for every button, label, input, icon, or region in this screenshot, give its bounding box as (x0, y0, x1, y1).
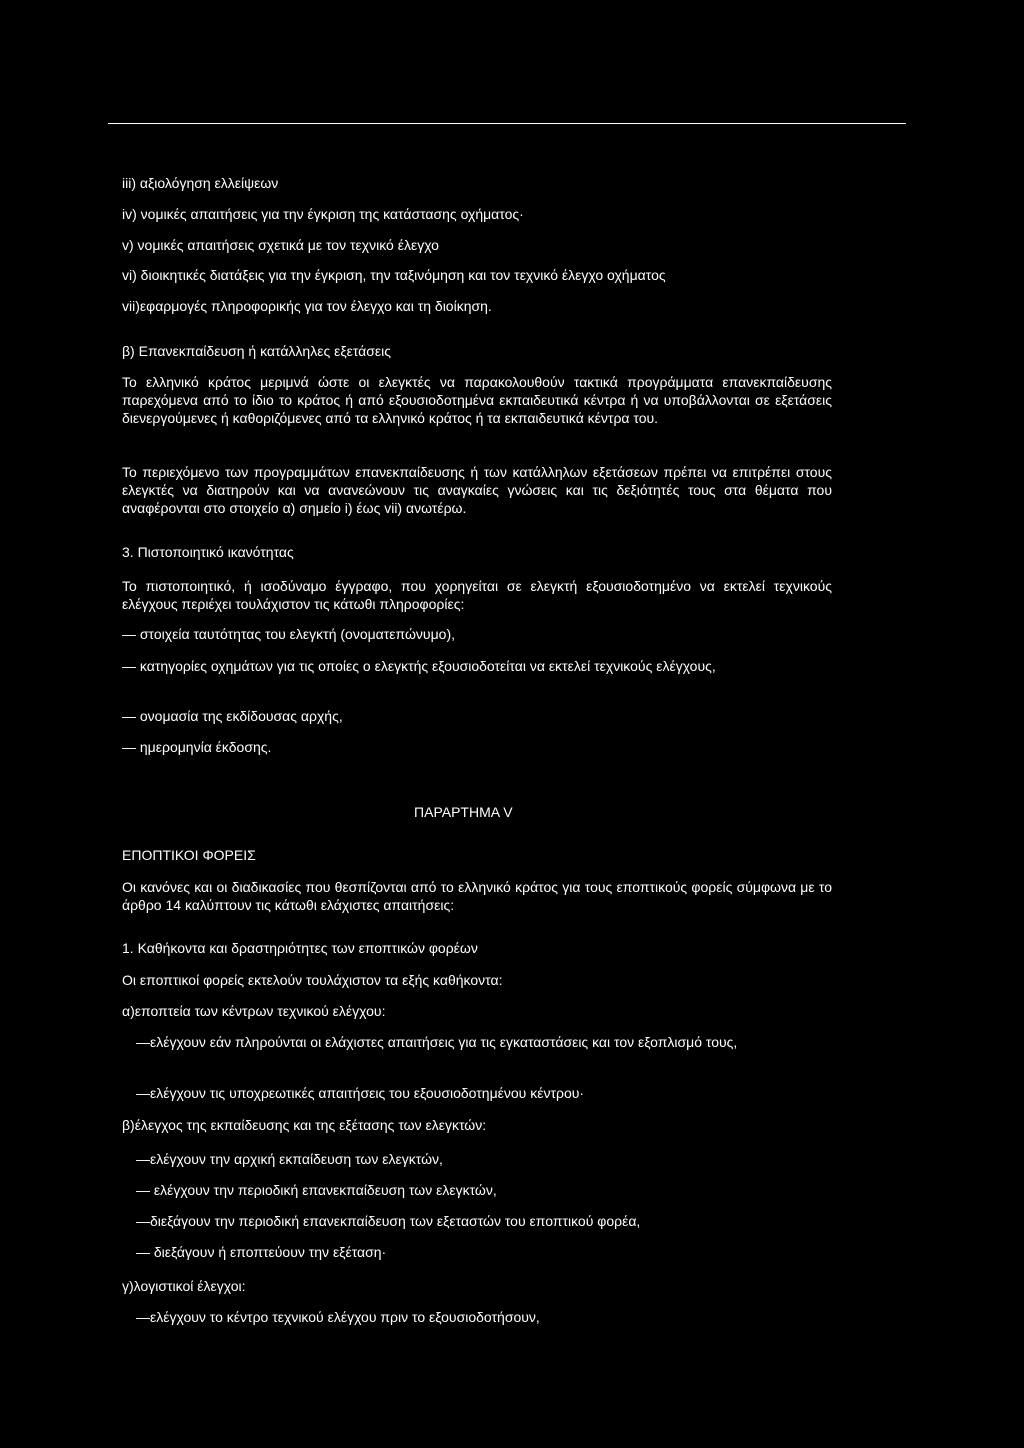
training-item: — διεξάγουν ή εποπτεύουν την εξέταση· (136, 1244, 387, 1260)
subsection-c-heading: γ)λογιστικοί έλεγχοι: (122, 1278, 246, 1294)
supervision-item: —ελέγχουν εάν πληρούνται οι ελάχιστες απαιτήσεις για τις εγκαταστάσεις και τον εξοπλισμό τους, (136, 1034, 738, 1050)
subsection-a-heading: α)εποπτεία των κέντρων τεχνικού ελέγχου: (122, 1003, 386, 1019)
list-item-vi: vi) διοικητικές διατάξεις για την έγκριση, την ταξινόμηση και τον τεχνικό έλεγχο οχήματος (122, 267, 666, 283)
section-3-intro: Το πιστοποιητικό, ή ισοδύναμο έγγραφο, που χορηγείται σε ελεγκτή εξουσιοδοτημένο να εκτελεί τεχνικούς ελέγχους περιέχει τουλάχιστον τις κάτωθι πληροφορίες: (122, 578, 832, 612)
subsection-b-heading: β)έλεγχος της εκπαίδευσης και της εξέτασης των ελεγκτών: (122, 1117, 487, 1133)
list-item-vii: vii)εφαρμογές πληροφορικής για τον έλεγχο και τη διοίκηση. (122, 298, 492, 314)
section-1-intro: Οι εποπτικοί φορείς εκτελούν τουλάχιστον τα εξής καθήκοντα: (122, 972, 503, 988)
annex-subtitle: ΕΠΟΠΤΙΚΟΙ ΦΟΡΕΙΣ (122, 847, 256, 863)
supervision-item: —ελέγχουν τις υποχρεωτικές απαιτήσεις του εξουσιοδοτημένου κέντρου· (136, 1085, 585, 1101)
section-b-paragraph-2: Το περιεχόμενο των προγραμμάτων επανεκπαίδευσης ή των κατάλληλων εξετάσεων πρέπει να επιτρέπει στους ελεγκτές να διατηρούν και να ανανεώνουν τις αναγκαίες γνώσεις και τις δεξιότητές τους στα θέματα που αναφέρονται στο στοιχείο α) σημείο i) έως vii) ανωτέρω. (122, 464, 832, 516)
certificate-item: — ημερομηνία έκδοσης. (122, 739, 272, 755)
list-item-iii: iii) αξιολόγηση ελλείψεων (122, 175, 279, 191)
training-item: —διεξάγουν την περιοδική επανεκπαίδευση των εξεταστών του εποπτικού φορέα, (136, 1213, 641, 1229)
list-item-iv: iv) νομικές απαιτήσεις για την έγκριση της κατάστασης οχήματος· (122, 206, 524, 222)
annex-intro: Οι κανόνες και οι διαδικασίες που θεσπίζονται από το ελληνικό κράτος για τους εποπτικούς φορείς σύμφωνα με το άρθρο 14 καλύπτουν τις κάτωθι ελάχιστες απαιτήσεις: (122, 879, 832, 913)
training-item: — ελέγχουν την περιοδική επανεκπαίδευση των ελεγκτών, (136, 1182, 497, 1198)
annex-title: ΠΑΡΑΡΤΗΜΑ V (414, 804, 513, 820)
certificate-item: — κατηγορίες οχημάτων για τις οποίες ο ελεγκτής εξουσιοδοτείται να εκτελεί τεχνικούς ελέγχους, (122, 658, 716, 674)
header-rule (108, 123, 906, 124)
training-item: —ελέγχουν την αρχική εκπαίδευση των ελεγκτών, (136, 1151, 443, 1167)
audit-item: —ελέγχουν το κέντρο τεχνικού ελέγχου πριν το εξουσιοδοτήσουν, (136, 1309, 540, 1325)
certificate-item: — ονομασία της εκδίδουσας αρχής, (122, 708, 343, 724)
section-3-heading: 3. Πιστοποιητικό ικανότητας (122, 544, 294, 560)
list-item-v: v) νομικές απαιτήσεις σχετικά με τον τεχνικό έλεγχο (122, 237, 439, 253)
section-b-paragraph-1: Το ελληνικό κράτος μεριμνά ώστε οι ελεγκτές να παρακολουθούν τακτικά προγράμματα επανεκπαίδευσης παρεχόμενα από το ίδιο το κράτος ή από εξουσιοδοτημένα εκπαιδευτικά κέντρα ή να υποβάλλονται σε εξετάσεις διενεργούμενες ή καθοριζόμενες από τα ελληνικό κράτος ή τα εκπαιδευτικά κέντρα του. (122, 374, 832, 426)
section-1-heading: 1. Καθήκοντα και δραστηριότητες των εποπτικών φορέων (122, 940, 478, 956)
section-b-heading: β) Επανεκπαίδευση ή κατάλληλες εξετάσεις (122, 343, 392, 359)
certificate-item: — στοιχεία ταυτότητας του ελεγκτή (ονοματεπώνυμο), (122, 626, 455, 642)
